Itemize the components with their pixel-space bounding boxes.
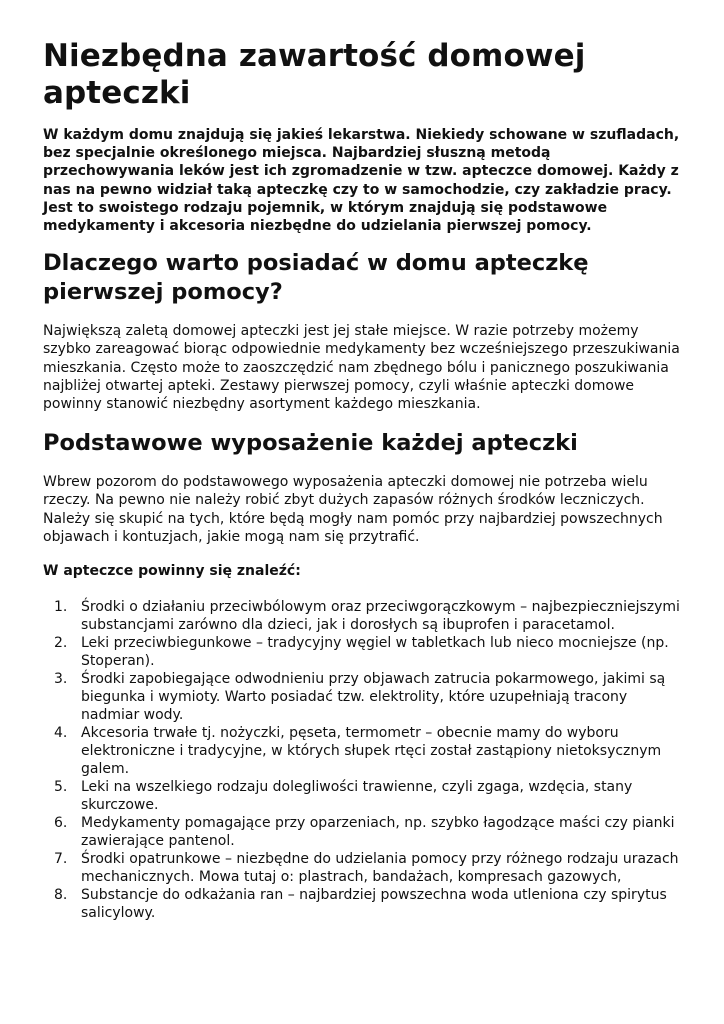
- list-item: [43, 814, 684, 850]
- list-item-number: 8.: [54, 887, 68, 904]
- list-item-text: Akcesoria trwałe tj. nożyczki, pęseta, termometr – obecnie mamy do wyboru elektroniczne i tradycyjne, w których słupek rtęci został zastąpiony nietoksycznym galem.: [81, 725, 662, 778]
- list-item-number: 1.: [54, 599, 68, 616]
- list-item-number: 2.: [54, 635, 68, 652]
- section-heading-why: Dlaczego warto posiadać w domu apteczkę pierwszej pomocy?: [43, 250, 589, 306]
- section-heading-equipment: Podstawowe wyposażenie każdej apteczki: [43, 430, 578, 457]
- lead-paragraph: W każdym domu znajdują się jakieś lekarstwa. Niekiedy schowane w szufladach, bez specjalnie określonego miejsca. Najbardziej słuszną metodą przechowywania leków jest ich zgromadzenie w tzw. apteczce domowej. Każdy z nas na pewno widział taką apteczkę czy to w samochodzie, czy zakładzie pracy. Jest to swoistego rodzaju pojemnik, w którym znajdują się podstawowe medykamenty i akcesoria niezbędne do udzielania pierwszej pomocy.: [43, 127, 680, 235]
- list-item-text: Środki opatrunkowe – niezbędne do udzielania pomocy przy różnego rodzaju urazach mechanicznych. Mowa tutaj o: plastrach, bandażach, kompresach gazowych,: [81, 851, 679, 886]
- list-item-text: Leki przeciwbiegunkowe – tradycyjny węgiel w tabletkach lub nieco mocniejsze (np. Stoperan).: [81, 635, 669, 670]
- supplies-list: [43, 598, 684, 922]
- section-paragraph-why: Największą zaletą domowej apteczki jest jej stałe miejsce. W razie potrzeby możemy szybko zareagować biorąc odpowiednie medykamenty bez wcześniejszego przeszukiwania mieszkania. Często może to zaoszczędzić nam zbędnego bólu i panicznego poszukiwania najbliżej otwartej apteki. Zestawy pierwszej pomocy, czyli właśnie apteczki domowe powinny stanowić niezbędny asortyment każdego mieszkania.: [43, 323, 680, 413]
- list-item: [43, 850, 684, 886]
- list-heading: W apteczce powinny się znaleźć:: [43, 563, 301, 580]
- list-item: [43, 724, 684, 778]
- list-item-number: 5.: [54, 779, 68, 796]
- list-item: [43, 598, 684, 634]
- list-item: [43, 886, 684, 922]
- list-item-text: Leki na wszelkiego rodzaju dolegliwości trawienne, czyli zgaga, wzdęcia, stany skurczowe.: [81, 779, 633, 814]
- section-paragraph-equipment: Wbrew pozorom do podstawowego wyposażenia apteczki domowej nie potrzeba wielu rzeczy. Na pewno nie należy robić zbyt dużych zapasów różnych środków leczniczych. Należy się skupić na tych, które będą mogły nam pomóc przy najbardziej powszechnych objawach i kontuzjach, jakie mogą nam się przytrafić.: [43, 474, 663, 545]
- list-item: [43, 778, 684, 814]
- list-item-text: Środki zapobiegające odwodnieniu przy objawach zatrucia pokarmowego, jakimi są biegunka i wymioty. Warto posiadać tzw. elektrolity, które uzupełniają tracony nadmiar wody.: [81, 671, 666, 724]
- page-title: Niezbędna zawartość domowej apteczki: [43, 38, 586, 111]
- list-item-text: Medykamenty pomagające przy oparzeniach, np. szybko łagodzące maści czy pianki zawierające pantenol.: [81, 815, 675, 850]
- list-item: [43, 670, 684, 724]
- list-item-text: Substancje do odkażania ran – najbardziej powszechna woda utleniona czy spirytus salicylowy.: [81, 887, 667, 922]
- list-item-number: 4.: [54, 725, 68, 742]
- list-item-number: 6.: [54, 815, 68, 832]
- list-item-text: Środki o działaniu przeciwbólowym oraz przeciwgorączkowym – najbezpieczniejszymi substancjami zarówno dla dzieci, jak i dorosłych są ibuprofen i paracetamol.: [81, 599, 680, 634]
- list-item-number: 7.: [54, 851, 68, 868]
- list-item: [43, 634, 684, 670]
- list-item-number: 3.: [54, 671, 68, 688]
